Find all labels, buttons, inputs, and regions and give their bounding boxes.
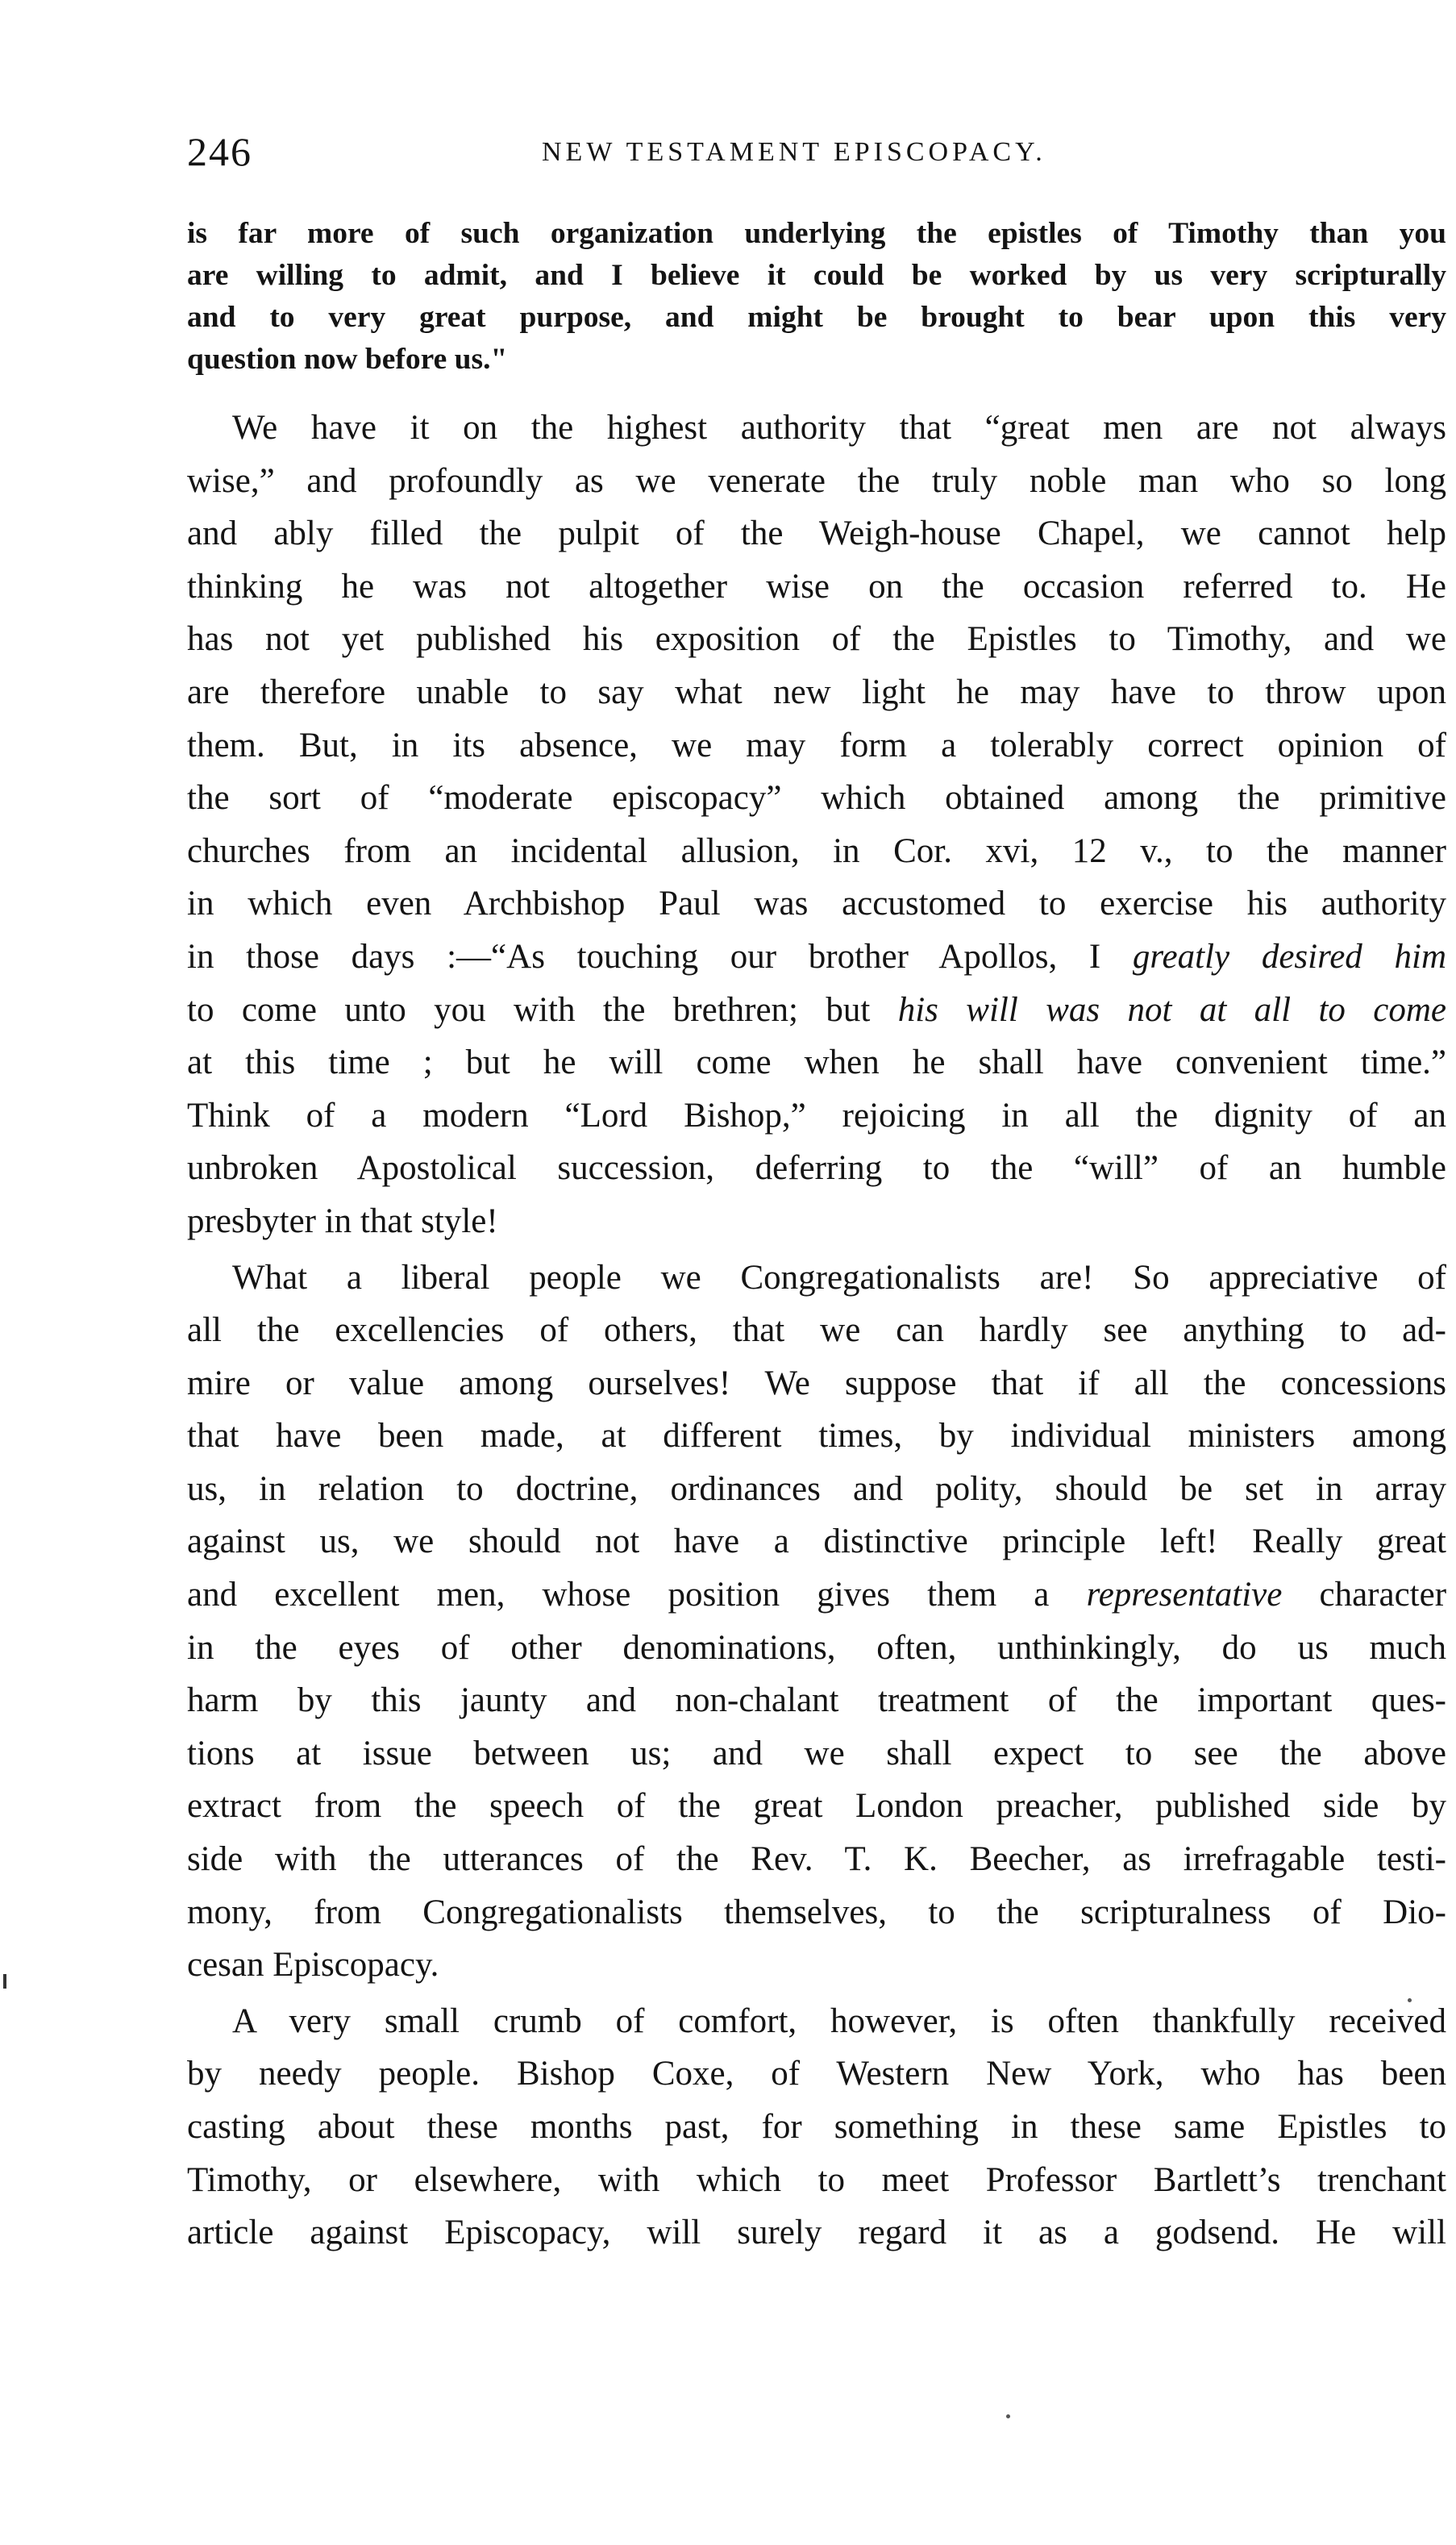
text-line	[187, 984, 1446, 1037]
italic-run: representative	[1086, 1576, 1283, 1614]
text-line: presbyter in that style!	[187, 1202, 498, 1240]
text-line: at this time ; but he will come when he shall have convenient time.”	[187, 1043, 1446, 1082]
running-head	[187, 127, 1445, 176]
text-run: character	[1282, 1576, 1447, 1614]
text-line: are therefore unable to say what new light he may have to throw upon	[187, 673, 1446, 711]
text-line: tions at issue between us; and we shall expect to see the above	[187, 1734, 1446, 1772]
paragraph-2	[187, 1252, 1446, 1992]
quote-line: question now before us."	[187, 343, 508, 376]
text-run: in those days :—“As touching our brother Apollos, I	[187, 937, 1133, 976]
italic-run: his will was not at all to come	[897, 990, 1447, 1029]
running-title: NEW TESTAMENT EPISCOPACY.	[542, 137, 1046, 167]
text-line: casting about these months past, for something in these same Epistles to	[187, 2108, 1446, 2146]
text-line: extract from the speech of the great London preacher, published side by	[187, 1787, 1446, 1826]
text-line	[187, 931, 1446, 984]
text-line: thinking he was not altogether wise on the occasion referred to. He	[187, 567, 1446, 606]
page-number: 246	[187, 129, 252, 174]
text-line: A very small crumb of comfort, however, is often thankfully received	[232, 2001, 1446, 2040]
text-line: Timothy, or elsewhere, with which to meet Professor Bartlett’s trenchant	[187, 2160, 1446, 2199]
ink-speck	[1006, 2414, 1010, 2418]
text-line: against us, we should not have a distinctive principle left! Really great	[187, 1522, 1446, 1561]
ink-speck	[1408, 1998, 1412, 2002]
quote-block	[187, 213, 1446, 381]
text-line: by needy people. Bishop Coxe, of Western New York, who has been	[187, 2055, 1446, 2093]
text-line: side with the utterances of the Rev. T. K. Beecher, as irrefragable testi-	[187, 1840, 1446, 1879]
text-line: the sort of “moderate episcopacy” which obtained among the primitive	[187, 779, 1446, 818]
text-line: in the eyes of other denominations, often, unthinkingly, do us much	[187, 1628, 1446, 1667]
text-line: that have been made, at different times, by individual ministers among	[187, 1417, 1446, 1456]
text-line: us, in relation to doctrine, ordinances and polity, should be set in array	[187, 1469, 1446, 1508]
text-line: article against Episcopacy, will surely regard it as a godsend. He will	[187, 2214, 1446, 2252]
text-line: them. But, in its absence, we may form a tolerably correct opinion of	[187, 726, 1446, 764]
text-line: We have it on the highest authority that “great men are not always	[232, 409, 1446, 447]
text-line: What a liberal people we Congregationalists are! So appreciative of	[232, 1258, 1446, 1297]
quote-line: and to very great purpose, and might be brought to bear upon this very	[187, 301, 1446, 334]
quote-line: are willing to admit, and I believe it could be worked by us very scripturally	[187, 259, 1446, 292]
body-text	[187, 402, 1446, 2260]
text-line: mire or value among ourselves! We suppose that if all the concessions	[187, 1364, 1446, 1402]
text-line: cesan Episcopacy.	[187, 1946, 439, 1985]
text-line: and ably filled the pulpit of the Weigh-house Chapel, we cannot help	[187, 514, 1446, 553]
text-run: to come unto you with the brethren; but	[187, 990, 898, 1029]
text-line: unbroken Apostolical succession, deferring to the “will” of an humble	[187, 1149, 1446, 1188]
text-line: harm by this jaunty and non-chalant treatment of the important ques-	[187, 1681, 1446, 1720]
margin-mark	[3, 1974, 6, 1989]
quote-line: is far more of such organization underlying the epistles of Timothy than you	[187, 217, 1446, 250]
text-line: all the excellencies of others, that we can hardly see anything to ad-	[187, 1311, 1446, 1350]
paragraph-3	[187, 1995, 1446, 2260]
text-line	[187, 1568, 1446, 1622]
text-line: wise,” and profoundly as we venerate the truly noble man who so long	[187, 461, 1446, 500]
text-line: Think of a modern “Lord Bishop,” rejoicing in all the dignity of an	[187, 1096, 1446, 1135]
text-line: mony, from Congregationalists themselves, to the scripturalness of Dio-	[187, 1893, 1446, 1931]
text-run: and excellent men, whose position gives them a	[187, 1576, 1087, 1614]
paragraph-1	[187, 402, 1446, 1248]
text-line: in which even Archbishop Paul was accustomed to exercise his authority	[187, 885, 1446, 923]
text-line: churches from an incidental allusion, in Cor. xvi, 12 v., to the manner	[187, 831, 1446, 870]
italic-run: greatly desired him	[1132, 937, 1446, 976]
text-line: has not yet published his exposition of the Epistles to Timothy, and we	[187, 620, 1446, 659]
